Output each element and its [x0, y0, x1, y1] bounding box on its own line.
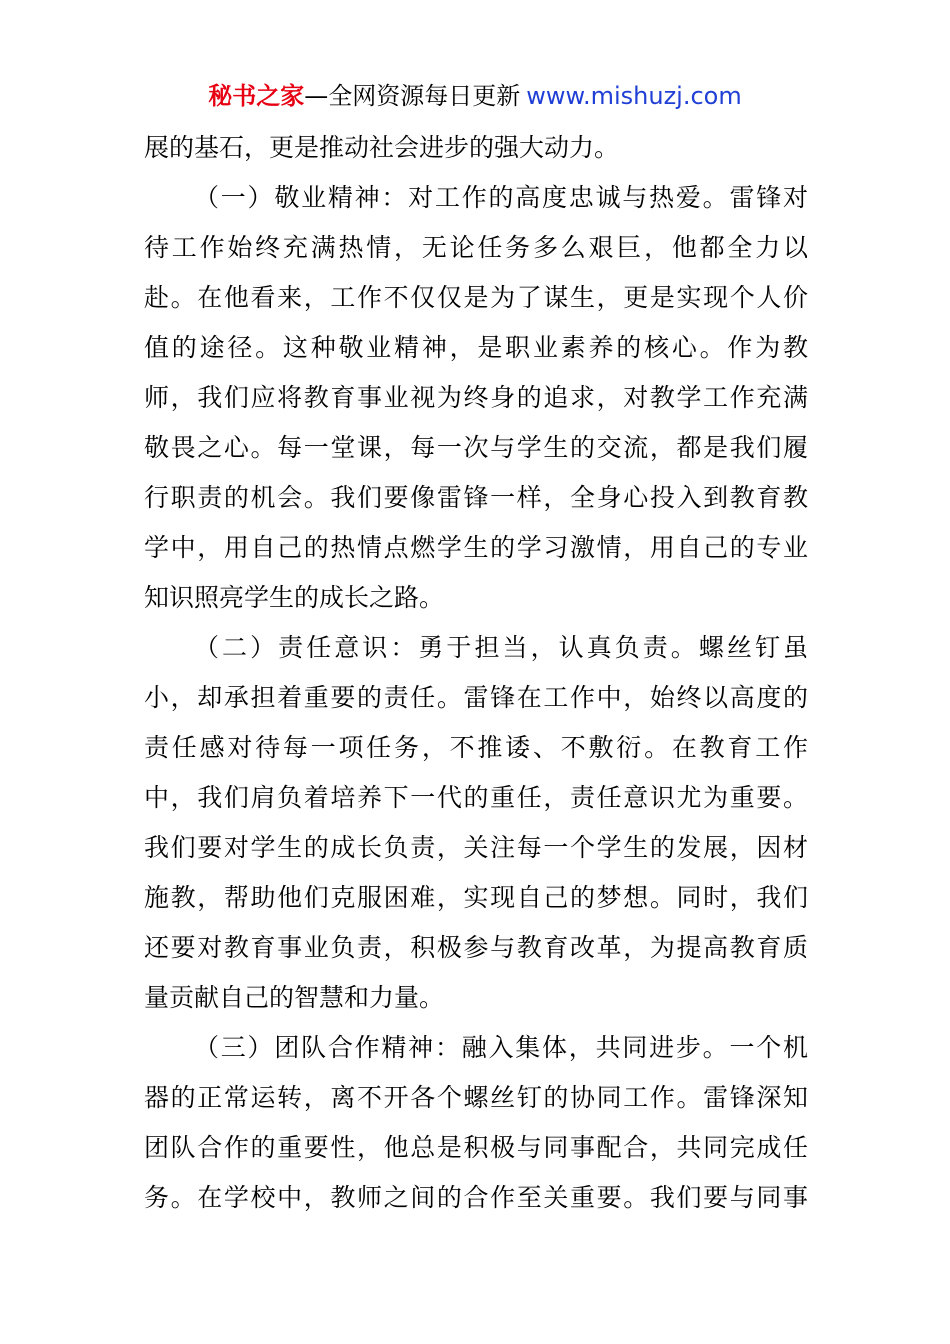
site-tagline: —全网资源每日更新: [304, 82, 521, 110]
section-heading-line: （一）敬业精神：对工作的高度忠诚与热爱。雷锋对: [194, 183, 808, 212]
paragraph-line: 赴。在他看来，工作不仅仅是为了谋生，更是实现个人价: [144, 283, 808, 312]
site-brand: 秘书之家: [208, 82, 305, 110]
paragraph-line: 学中，用自己的热情点燃学生的学习激情，用自己的专业: [144, 533, 808, 562]
paragraph-line: 师，我们应将教育事业视为终身的追求，对教学工作充满: [144, 383, 808, 412]
page-header: [0, 81, 950, 111]
paragraph-line: 责任感对待每一项任务，不推诿、不敷衍。在教育工作: [144, 733, 808, 762]
paragraph-line: 敬畏之心。每一堂课，每一次与学生的交流，都是我们履: [144, 433, 808, 462]
paragraph-line: 待工作始终充满热情，无论任务多么艰巨，他都全力以: [144, 233, 808, 262]
section-heading-line: （三）团队合作精神：融入集体，共同进步。一个机: [194, 1033, 808, 1062]
section-heading-line: （二）责任意识：勇于担当，认真负责。螺丝钉虽: [194, 633, 808, 662]
paragraph-line: 值的途径。这种敬业精神，是职业素养的核心。作为教: [144, 333, 808, 362]
paragraph-line: 知识照亮学生的成长之路。: [144, 583, 445, 612]
document-body: [144, 126, 808, 1226]
paragraph-line: 施教，帮助他们克服困难，实现自己的梦想。同时，我们: [144, 883, 808, 912]
site-url-link[interactable]: www.mishuzj.com: [526, 82, 742, 110]
paragraph-line: 器的正常运转，离不开各个螺丝钉的协同工作。雷锋深知: [144, 1083, 808, 1112]
paragraph-line: 我们要对学生的成长负责，关注每一个学生的发展，因材: [144, 833, 808, 862]
paragraph-line: 行职责的机会。我们要像雷锋一样，全身心投入到教育教: [144, 483, 808, 512]
paragraph-line: 务。在学校中，教师之间的合作至关重要。我们要与同事: [144, 1183, 808, 1212]
paragraph-line: 团队合作的重要性，他总是积极与同事配合，共同完成任: [144, 1133, 808, 1162]
paragraph-line: 还要对教育事业负责，积极参与教育改革，为提高教育质: [144, 933, 808, 962]
paragraph-line: 小，却承担着重要的责任。雷锋在工作中，始终以高度的: [144, 683, 808, 712]
paragraph-line: 中，我们肩负着培养下一代的重任，责任意识尤为重要。: [144, 783, 808, 812]
paragraph-line: 展的基石，更是推动社会进步的强大动力。: [144, 133, 620, 162]
paragraph-line: 量贡献自己的智慧和力量。: [144, 983, 445, 1012]
